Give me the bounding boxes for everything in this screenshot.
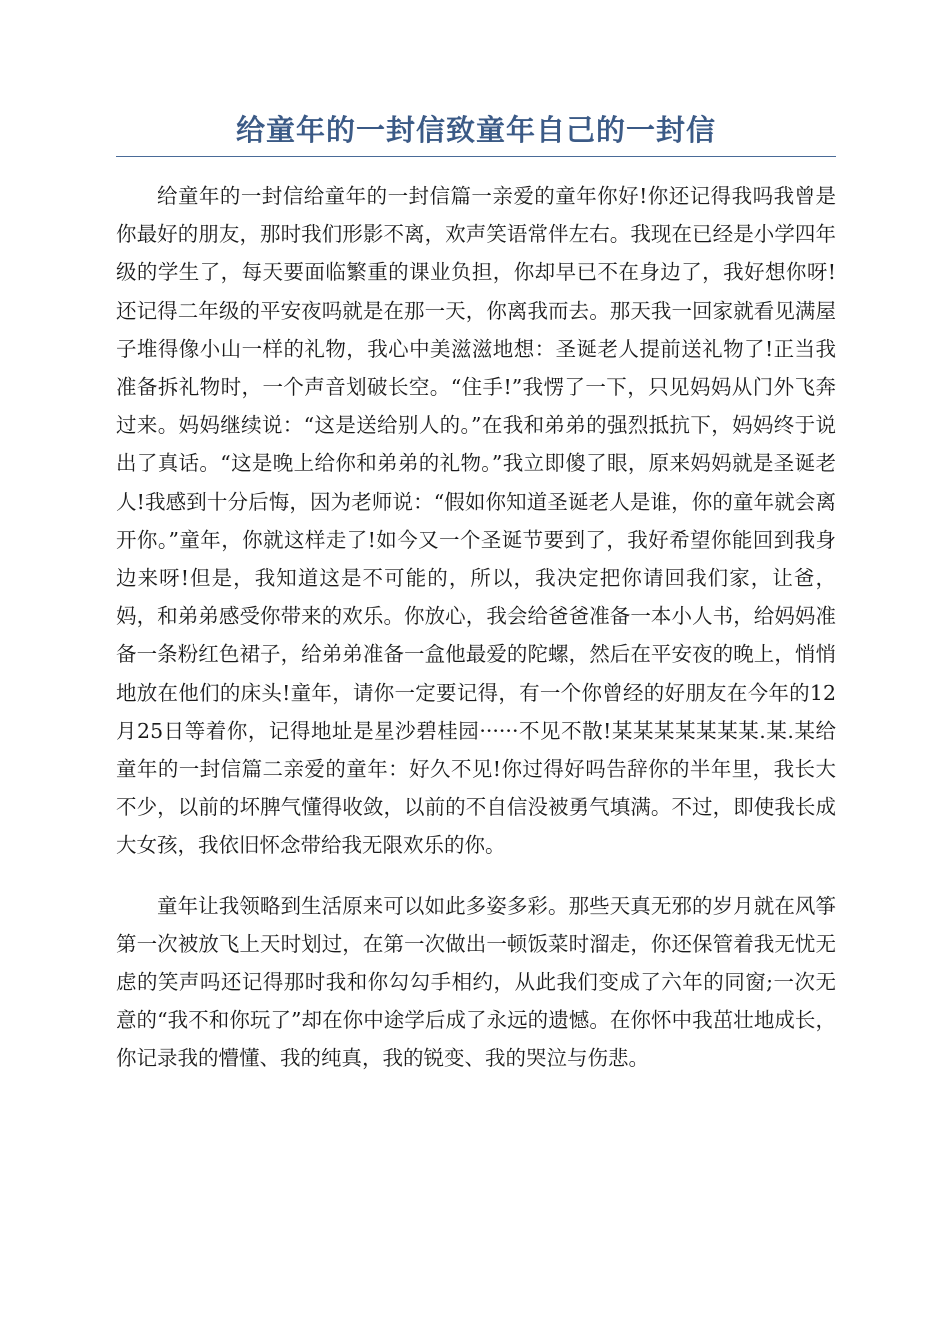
document-body (116, 177, 836, 1078)
paragraph-2: 童年让我领略到生活原来可以如此多姿多彩。那些天真无邪的岁月就在风筝第一次被放飞上天时划过，在第一次做出一顿饭菜时溜走，你还保管着我无忧无虑的笑声吗还记得那时我和你勾勾手相约，从此我们变成了六年的同窗;一次无意的“我不和你玩了”却在你中途学后成了永远的遗憾。在你怀中我茁壮地成长，你记录我的懵懂、我的纯真，我的锐变、我的哭泣与伤悲。 (116, 893, 836, 1071)
document-page (116, 108, 836, 1078)
page-title: 给童年的一封信致童年自己的一封信 (116, 108, 836, 157)
paragraph-1: 给童年的一封信给童年的一封信篇一亲爱的童年你好!你还记得我吗我曾是你最好的朋友，那时我们形影不离，欢声笑语常伴左右。我现在已经是小学四年级的学生了，每天要面临繁重的课业负担，你却早已不在身边了，我好想你呀!还记得二年级的平安夜吗就是在那一天，你离我而去。那天我一回家就看见满屋子堆得像小山一样的礼物，我心中美滋滋地想：圣诞老人提前送礼物了!正当我准备拆礼物时，一个声音划破长空。“住手!”我愣了一下，只见妈妈从门外飞奔过来。妈妈继续说：“这是送给别人的。”在我和弟弟的强烈抵抗下，妈妈终于说出了真话。“这是晚上给你和弟弟的礼物。”我立即傻了眼，原来妈妈就是圣诞老人!我感到十分后悔，因为老师说：“假如你知道圣诞老人是谁，你的童年就会离开你。”童年，你就这样走了!如今又一个圣诞节要到了，我好希望你能回到我身边来呀!但是，我知道这是不可能的，所以，我决定把你请回我们家，让爸，妈，和弟弟感受你带来的欢乐。你放心，我会给爸爸准备一本小人书，给妈妈准备一条粉红色裙子，给弟弟准备一盒他最爱的陀螺，然后在平安夜的晚上，悄悄地放在他们的床头!童年，请你一定要记得，有一个你曾经的好朋友在今年的12月25日等着你，记得地址是星沙碧桂园······不见不散!某某某某某某某.某.某给童年的一封信篇二亲爱的童年：好久不见!你过得好吗告辞你的半年里，我长大不少，以前的坏脾气懂得收敛，以前的不自信没被勇气填满。不过，即使我长成大女孩，我依旧怀念带给我无限欢乐的你。 (116, 184, 836, 858)
